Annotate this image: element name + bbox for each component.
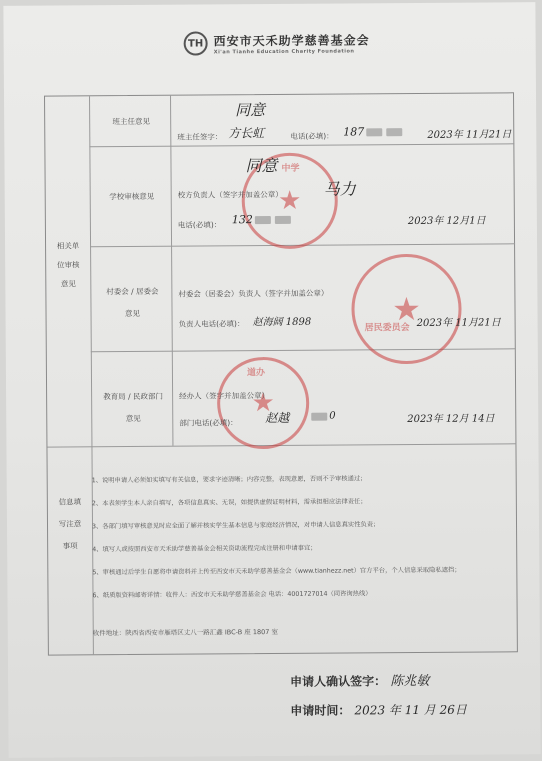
village-phone-value: 赵海阔 1898	[252, 316, 312, 329]
school-opinion-handwriting: 同意	[245, 155, 278, 176]
note-item: 2、本表须学生本人亲自填写，各项信息真实、无误，如提供虚假证明材料，需承担相应法律责任；	[91, 498, 367, 508]
village-seal-text: 居民委员会	[364, 323, 410, 334]
edu-phone-label: 部门电话(必填)：	[179, 418, 238, 428]
teacher-phone-value: 187	[343, 125, 404, 138]
village-seal: ★	[351, 254, 462, 365]
edu-date: 2023年 12月 14日	[407, 413, 495, 426]
applicant-sign-label: 申请人确认签字：	[290, 674, 387, 689]
notes-list	[92, 473, 483, 614]
applicant-date-row	[290, 701, 467, 719]
village-head-label: 村委会（居委会）负责人（签字并加盖公章）	[178, 288, 329, 299]
teacher-opinion-handwriting: 同意	[235, 101, 266, 120]
applicant-sign-row	[290, 670, 429, 690]
education-opinion-label: 教育局 / 民政部门 意见	[103, 391, 164, 424]
org-name-en: Xi'an Tianhe Education Charity Foundation	[213, 47, 355, 55]
note-item: 3、各部门填写审核意见时应全面了解并核实学生基本信息与家庭经济情况，对申请人信息真实性负责；	[91, 521, 380, 531]
edu-agent-signature: 赵越	[265, 410, 290, 426]
education-seal-text: 道办	[246, 368, 266, 379]
redaction-mark	[255, 216, 271, 224]
org-name: 西安市天禾助学慈善基金会	[213, 32, 370, 48]
edu-agent-label: 经办人（签字并加盖公章）	[179, 391, 270, 401]
edu-phone-value: 0	[309, 411, 335, 422]
foundation-logo: TH	[184, 31, 208, 55]
teacher-phone-label: 电话(必填)：	[290, 131, 334, 141]
document-page	[3, 2, 540, 758]
school-head-label: 校方负责人（签字并加盖公章）	[177, 189, 283, 200]
info-notes-label: 信息填 写注意 事项	[58, 497, 82, 551]
applicant-signature: 陈兆敏	[390, 673, 430, 690]
teacher-opinion-label: 班主任意见	[112, 116, 150, 127]
teacher-signature: 方长虹	[228, 126, 265, 141]
note-item: 5、审核通过后学生自愿将申请资料并上传至西安市天禾助学慈善基金会（www.tianhezz.net）官方平台，个人信息采取隐私遮挡；	[92, 566, 461, 577]
village-date: 2023年 11月21日	[416, 317, 501, 329]
teacher-date: 2023年 11月21日	[427, 129, 512, 141]
mailing-address: 收件地址：陕西省西安市雁塔区丈八一路汇鑫 IBC-B 座 1807 室	[92, 627, 278, 638]
school-seal-text: 中学	[281, 163, 300, 174]
foundation-title	[214, 31, 370, 55]
applicant-date: 2023 年 11 月 26日	[354, 702, 467, 718]
related-units-label: 相关单 位审核 意见	[56, 241, 80, 289]
redaction-mark	[366, 128, 382, 136]
note-item: 4、填写人或按照西安市天禾助学慈善基金会相关资助流程完成注册和申请事宜；	[92, 544, 317, 554]
village-opinion-label: 村委会 / 居委会 意见	[106, 286, 159, 319]
foundation-header	[184, 29, 424, 57]
school-opinion-label: 学校审核意见	[109, 191, 155, 202]
village-phone-label: 负责人电话(必填)：	[178, 319, 245, 329]
education-seal: ★	[217, 357, 310, 450]
redaction-mark	[311, 412, 327, 420]
note-item: 1、说明申请人必须如实填写有关信息，要求字迹清晰；内容完整，表现意愿，否则不予审核通过；	[91, 475, 367, 485]
teacher-sign-label: 班主任签字：	[177, 132, 223, 142]
school-phone-label: 电话(必填)：	[177, 220, 222, 230]
redaction-mark	[275, 216, 291, 224]
applicant-date-label: 申请时间：	[290, 703, 351, 718]
note-item: 6、纸质版资料邮寄详情：收件人：西安市天禾助学慈善基金会 电话：4001727014（同咨询热线）	[92, 590, 372, 600]
school-phone-value: 132	[232, 213, 293, 226]
school-head-signature: 马力	[323, 179, 356, 199]
school-date: 2023年 12月1日	[407, 215, 486, 228]
school-seal: ★	[241, 153, 338, 250]
redaction-mark	[386, 128, 402, 136]
